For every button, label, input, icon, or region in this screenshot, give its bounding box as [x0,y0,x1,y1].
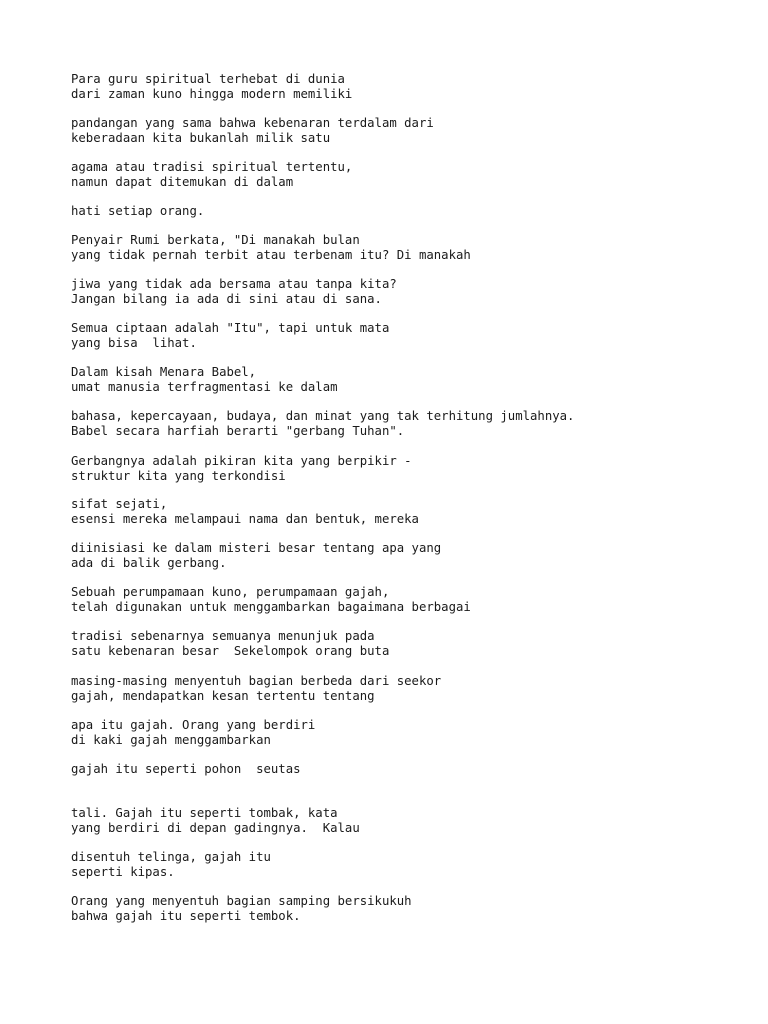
text-line: Dalam kisah Menara Babel, [71,365,257,379]
text-line: tradisi sebenarnya semuanya menunjuk pada [71,629,375,643]
text-line: satu kebenaran besar Sekelompok orang buta [71,644,390,658]
text-line: apa itu gajah. Orang yang berdiri [71,718,316,732]
text-line: yang bisa lihat. [71,336,197,350]
text-line: yang berdiri di depan gadingnya. Kalau [71,821,360,835]
text-line: esensi mereka melampaui nama dan bentuk, mereka [71,512,419,526]
text-line: umat manusia terfragmentasi ke dalam [71,380,338,394]
text-line: Gerbangnya adalah pikiran kita yang berpikir - [71,454,412,468]
text-line: yang tidak pernah terbit atau terbenam itu? Di manakah [71,248,471,262]
text-line: masing-masing menyentuh bagian berbeda dari seekor [71,674,442,688]
text-line: gajah, mendapatkan kesan tertentu tentang [71,689,375,703]
text-line: namun dapat ditemukan di dalam [71,175,294,189]
text-line: Semua ciptaan adalah "Itu", tapi untuk mata [71,321,390,335]
text-line: tali. Gajah itu seperti tombak, kata [71,806,338,820]
text-line: sifat sejati, [71,497,168,511]
text-line: di kaki gajah menggambarkan [71,733,271,747]
text-line: agama atau tradisi spiritual tertentu, [71,160,353,174]
text-line: bahasa, kepercayaan, budaya, dan minat yang tak terhitung jumlahnya. [71,409,575,423]
text-line: keberadaan kita bukanlah milik satu [71,131,331,145]
text-line: pandangan yang sama bahwa kebenaran terdalam dari [71,116,434,130]
text-line: struktur kita yang terkondisi [71,469,286,483]
text-line: bahwa gajah itu seperti tembok. [71,909,301,923]
text-line: Penyair Rumi berkata, "Di manakah bulan [71,233,360,247]
text-line: jiwa yang tidak ada bersama atau tanpa kita? [71,277,397,291]
text-line: ada di balik gerbang. [71,556,227,570]
text-line: Jangan bilang ia ada di sini atau di sana. [71,292,382,306]
text-line: gajah itu seperti pohon seutas [71,762,301,776]
text-line: hati setiap orang. [71,204,205,218]
text-line: dari zaman kuno hingga modern memiliki [71,87,353,101]
text-line: Babel secara harfiah berarti "gerbang Tuhan". [71,424,405,438]
text-line: telah digunakan untuk menggambarkan bagaimana berbagai [71,600,471,614]
text-line: Orang yang menyentuh bagian samping bersikukuh [71,894,412,908]
text-line: Sebuah perumpamaan kuno, perumpamaan gajah, [71,585,390,599]
text-line: seperti kipas. [71,865,175,879]
text-line: Para guru spiritual terhebat di dunia [71,72,345,86]
text-line: diinisiasi ke dalam misteri besar tentang apa yang [71,541,442,555]
text-line: disentuh telinga, gajah itu [71,850,271,864]
